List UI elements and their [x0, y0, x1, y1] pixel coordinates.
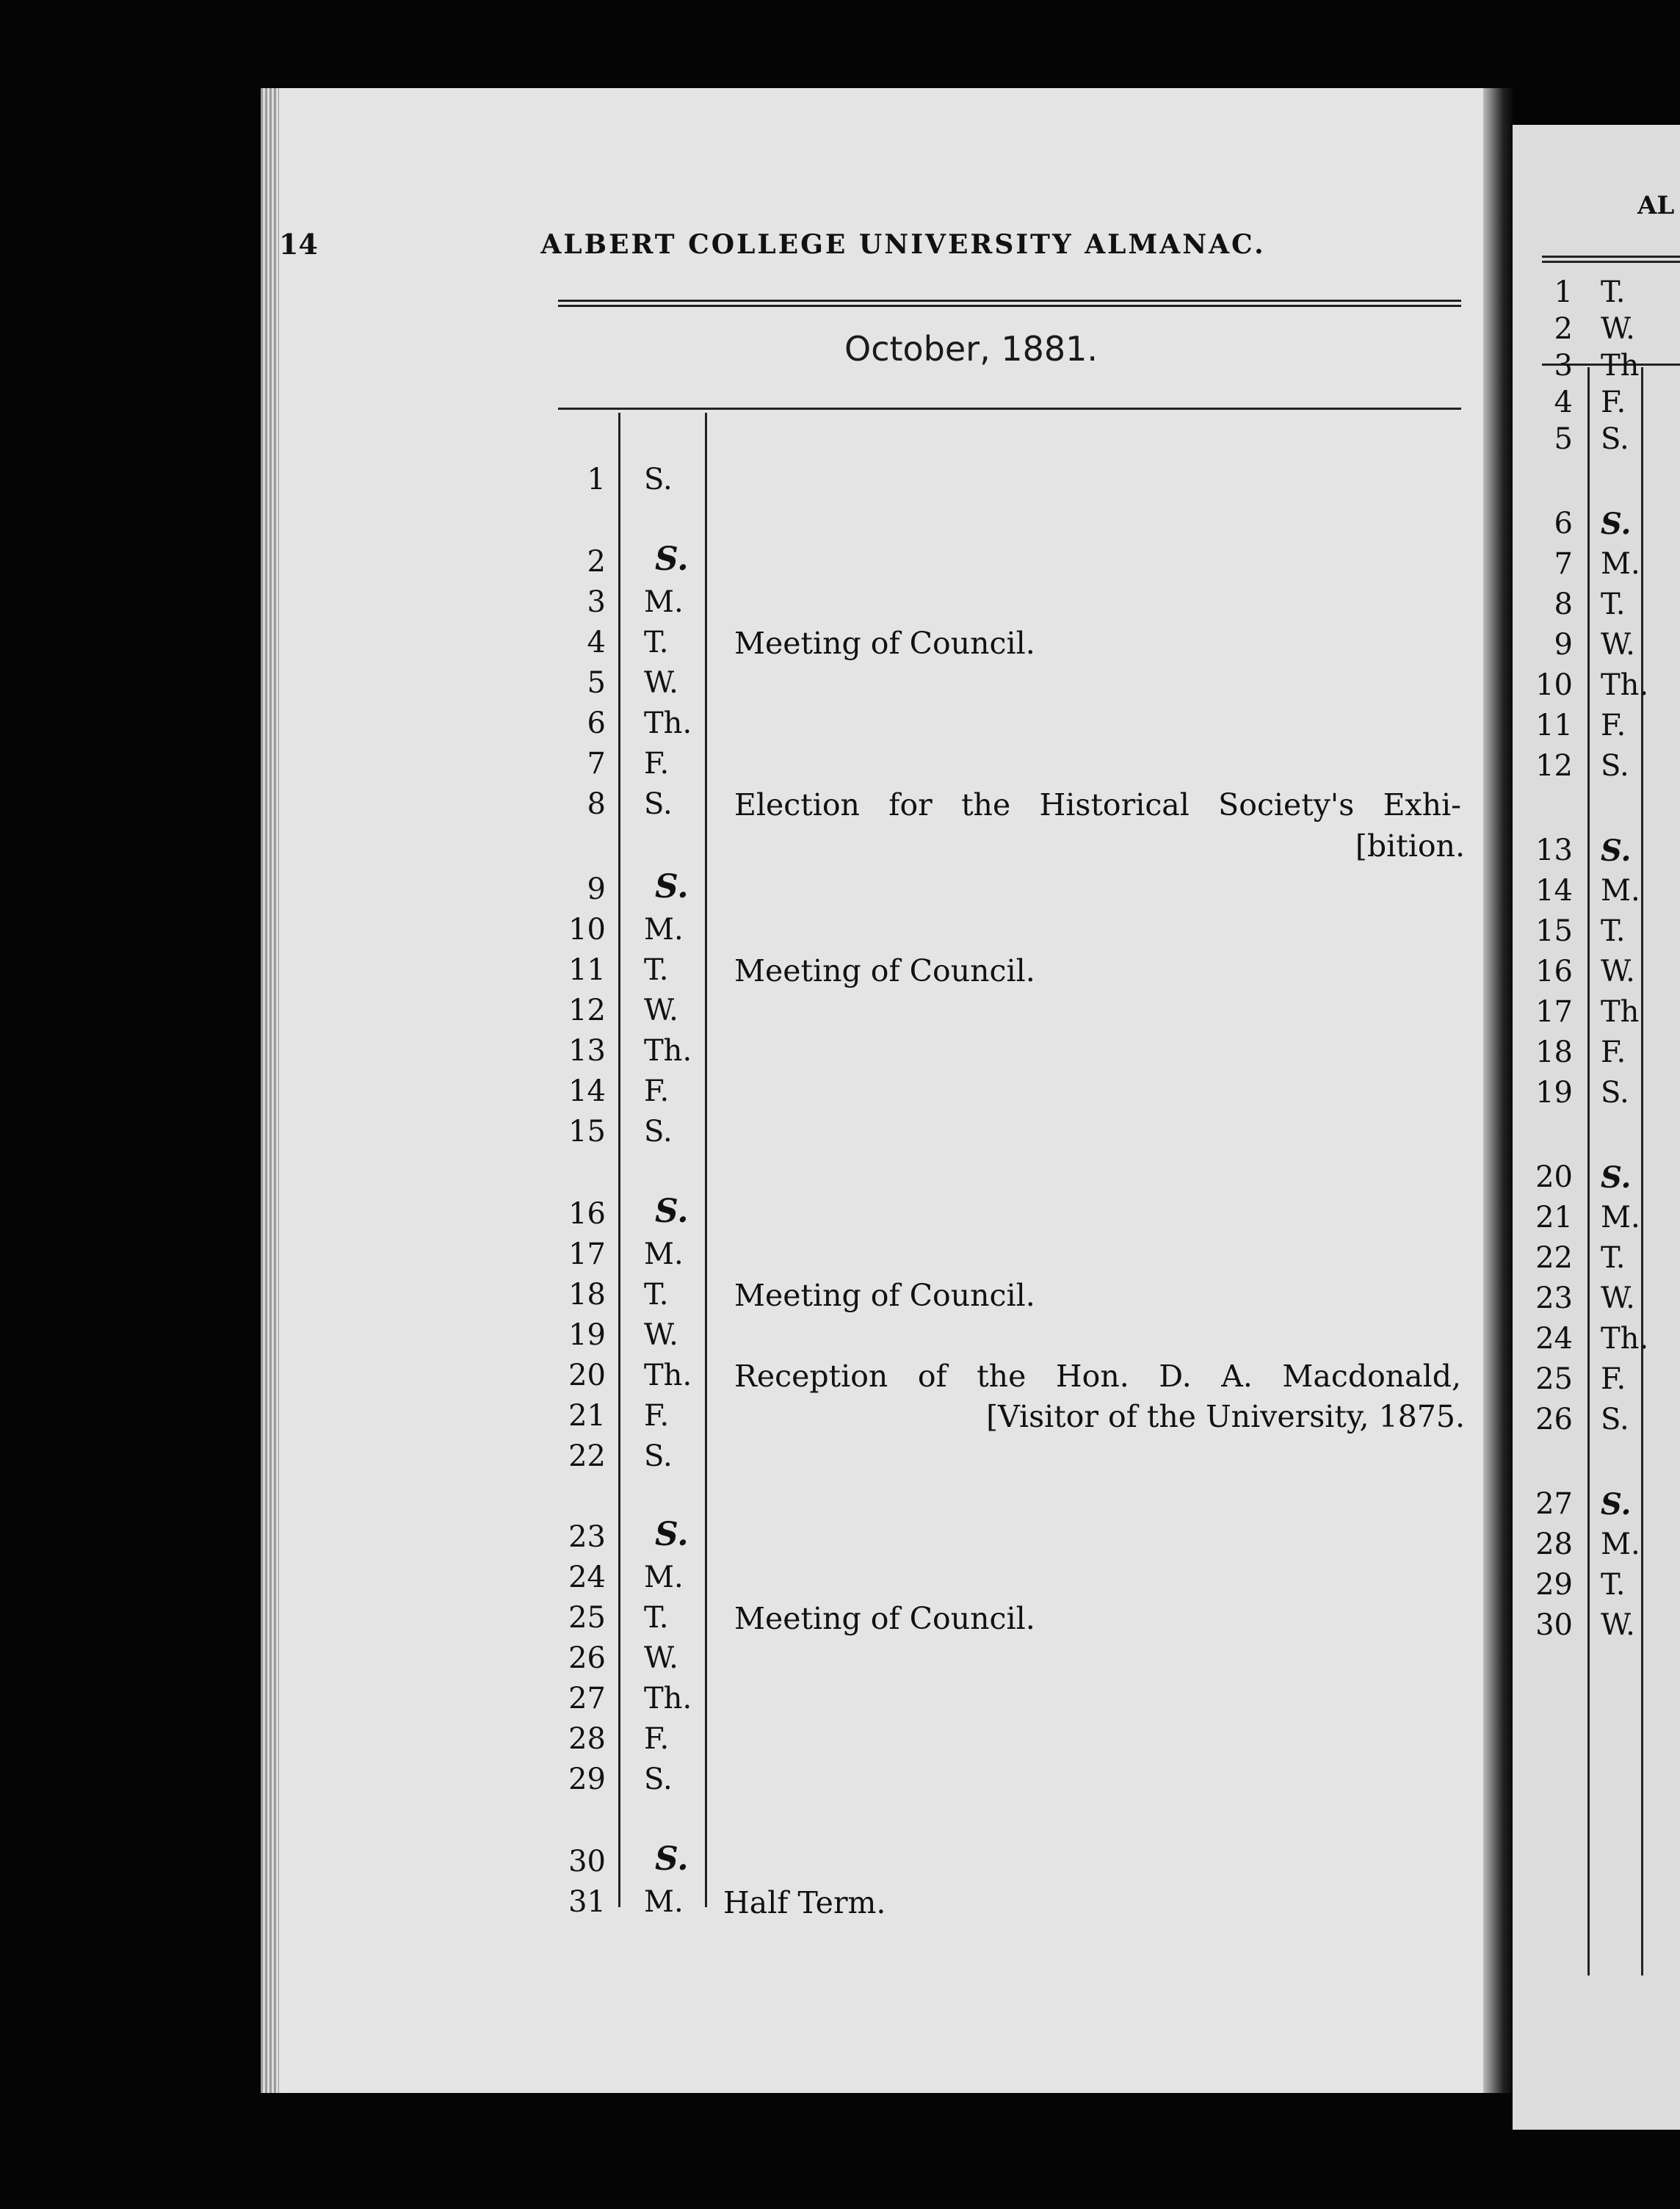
header-double-rule [558, 300, 1461, 307]
day-number: 2 [587, 545, 606, 579]
facing-day-abbreviation: M. [1601, 874, 1640, 908]
day-number: 12 [568, 994, 606, 1027]
day-abbreviation: T. [644, 953, 669, 987]
facing-column-divider [1587, 367, 1590, 1975]
day-number: 30 [568, 1845, 606, 1879]
facing-day-abbreviation: F. [1601, 709, 1626, 742]
facing-day-number: 24 [1535, 1322, 1573, 1356]
facing-day-abbreviation: Th [1601, 995, 1640, 1029]
facing-day-number: 1 [1554, 275, 1573, 309]
day-number: 6 [587, 706, 606, 740]
day-abbreviation: M. [644, 1561, 684, 1594]
facing-column-divider-2 [1641, 367, 1643, 1975]
day-abbreviation: F. [644, 1074, 670, 1108]
day-abbreviation: M. [644, 1237, 684, 1271]
facing-day-abbreviation: S. [1601, 1403, 1629, 1436]
day-number: 5 [587, 666, 606, 700]
facing-page-title: AL [1637, 191, 1675, 220]
facing-day-number: 9 [1554, 628, 1573, 662]
day-abbreviation: T. [644, 1278, 669, 1312]
day-number: 22 [568, 1439, 606, 1473]
book-gutter [1483, 88, 1516, 2093]
day-abbreviation: Th. [644, 1359, 692, 1392]
facing-day-abbreviation: T. [1601, 588, 1626, 621]
facing-sunday-mark: S. [1601, 507, 1632, 541]
day-abbreviation: Th. [644, 706, 692, 740]
facing-day-number: 10 [1535, 668, 1573, 702]
day-number: 28 [568, 1722, 606, 1756]
day-abbreviation: Th. [644, 1034, 692, 1068]
facing-day-abbreviation: Th. [1601, 1322, 1649, 1356]
sunday-mark: S. [655, 1840, 689, 1878]
running-title: ALBERT COLLEGE UNIVERSITY ALMANAC. [540, 229, 1266, 260]
page-number: 14 [279, 228, 318, 261]
facing-day-abbreviation: T. [1601, 1241, 1626, 1275]
column-divider-events [705, 413, 707, 1907]
day-abbreviation: W. [644, 994, 678, 1027]
day-abbreviation: S. [644, 787, 673, 821]
sunday-mark: S. [655, 540, 689, 578]
facing-sunday-mark: S. [1601, 1160, 1632, 1195]
facing-sunday-mark: S. [1601, 1487, 1632, 1522]
day-number: 17 [568, 1237, 606, 1271]
facing-day-abbreviation: S. [1601, 422, 1629, 456]
day-number: 31 [568, 1885, 606, 1919]
day-abbreviation: W. [644, 666, 678, 700]
facing-day-abbreviation: M. [1601, 1201, 1640, 1234]
facing-day-abbreviation: W. [1601, 1281, 1635, 1315]
facing-day-number: 16 [1535, 955, 1573, 988]
facing-day-abbreviation: T. [1601, 914, 1626, 948]
facing-sunday-mark: S. [1601, 834, 1632, 868]
day-number: 14 [568, 1074, 606, 1108]
facing-day-number: 3 [1554, 349, 1573, 383]
facing-day-number: 13 [1535, 834, 1573, 867]
day-number: 8 [587, 787, 606, 821]
day-number: 4 [587, 626, 606, 659]
facing-day-number: 22 [1535, 1241, 1573, 1275]
facing-day-number: 12 [1535, 749, 1573, 783]
facing-day-abbreviation: W. [1601, 1608, 1635, 1642]
facing-day-number: 26 [1535, 1403, 1573, 1436]
facing-day-number: 15 [1535, 914, 1573, 948]
day-abbreviation: M. [644, 585, 684, 619]
event-text: Meeting of Council. [734, 953, 1035, 988]
facing-day-number: 30 [1535, 1608, 1573, 1642]
facing-day-abbreviation: F. [1601, 1362, 1626, 1396]
day-number: 29 [568, 1762, 606, 1796]
facing-day-abbreviation: M. [1601, 1528, 1640, 1561]
facing-day-abbreviation: M. [1601, 547, 1640, 581]
day-number: 19 [568, 1318, 606, 1352]
day-number: 26 [568, 1641, 606, 1675]
month-title: October, 1881. [844, 329, 1098, 369]
facing-header-rule [1542, 256, 1680, 263]
day-number: 24 [568, 1561, 606, 1594]
facing-day-number: 2 [1554, 312, 1573, 346]
table-top-rule [558, 408, 1461, 410]
day-number: 7 [587, 747, 606, 781]
day-number: 3 [587, 585, 606, 619]
day-number: 20 [568, 1359, 606, 1392]
event-continuation: [bition. [1355, 828, 1465, 864]
facing-day-number: 27 [1535, 1487, 1573, 1521]
sunday-mark: S. [655, 1516, 689, 1553]
facing-day-abbreviation: F. [1601, 1035, 1626, 1069]
day-number: 25 [568, 1601, 606, 1635]
facing-day-number: 21 [1535, 1201, 1573, 1234]
day-abbreviation: T. [644, 1601, 669, 1635]
facing-day-abbreviation: S. [1601, 1076, 1629, 1110]
day-abbreviation: M. [644, 913, 684, 947]
facing-day-number: 20 [1535, 1160, 1573, 1194]
day-abbreviation: W. [644, 1318, 678, 1352]
day-number: 15 [568, 1115, 606, 1149]
facing-day-abbreviation: Th. [1601, 668, 1649, 702]
facing-day-abbreviation: W. [1601, 955, 1635, 988]
day-number: 21 [568, 1399, 606, 1433]
facing-day-number: 17 [1535, 995, 1573, 1029]
day-number: 23 [568, 1520, 606, 1554]
day-number: 27 [568, 1682, 606, 1716]
day-abbreviation: S. [644, 1762, 673, 1796]
facing-day-abbreviation: W. [1601, 312, 1635, 346]
day-number: 9 [587, 872, 606, 906]
facing-day-abbreviation: T. [1601, 275, 1626, 309]
column-divider-day [618, 413, 620, 1907]
day-number: 1 [587, 463, 606, 496]
facing-day-abbreviation: W. [1601, 628, 1635, 662]
day-number: 18 [568, 1278, 606, 1312]
day-number: 13 [568, 1034, 606, 1068]
facing-day-number: 6 [1554, 507, 1573, 540]
facing-day-abbreviation: S. [1601, 749, 1629, 783]
day-abbreviation: T. [644, 626, 669, 659]
facing-day-abbreviation: F. [1601, 386, 1626, 419]
facing-day-number: 25 [1535, 1362, 1573, 1396]
facing-day-number: 11 [1535, 709, 1573, 742]
facing-day-number: 5 [1554, 422, 1573, 456]
day-number: 10 [568, 913, 606, 947]
day-abbreviation: S. [644, 1115, 673, 1149]
day-abbreviation: F. [644, 1722, 670, 1756]
facing-day-number: 19 [1535, 1076, 1573, 1110]
day-number: 16 [568, 1197, 606, 1231]
day-abbreviation: F. [644, 747, 670, 781]
event-text: Election for the Historical Society's Exhi- [734, 787, 1461, 822]
facing-day-abbreviation: T. [1601, 1568, 1626, 1602]
facing-day-number: 28 [1535, 1528, 1573, 1561]
facing-day-number: 18 [1535, 1035, 1573, 1069]
facing-day-number: 7 [1554, 547, 1573, 581]
event-text: Meeting of Council. [734, 626, 1035, 661]
facing-day-abbreviation: Th [1601, 349, 1640, 383]
event-text: Meeting of Council. [734, 1278, 1035, 1313]
day-number: 11 [568, 953, 606, 987]
day-abbreviation: M. [644, 1885, 684, 1919]
event-text: Half Term. [723, 1885, 886, 1920]
sunday-mark: S. [655, 1193, 689, 1230]
day-abbreviation: S. [644, 463, 673, 496]
day-abbreviation: S. [644, 1439, 673, 1473]
sunday-mark: S. [655, 868, 689, 905]
facing-page [1513, 125, 1680, 2130]
facing-day-number: 8 [1554, 588, 1573, 621]
facing-day-number: 29 [1535, 1568, 1573, 1602]
facing-day-number: 4 [1554, 386, 1573, 419]
event-text: Reception of the Hon. D. A. Macdonald, [734, 1359, 1461, 1394]
event-continuation: [Visitor of the University, 1875. [986, 1399, 1465, 1434]
day-abbreviation: F. [644, 1399, 670, 1433]
day-abbreviation: W. [644, 1641, 678, 1675]
facing-day-number: 14 [1535, 874, 1573, 908]
facing-day-number: 23 [1535, 1281, 1573, 1315]
event-text: Meeting of Council. [734, 1601, 1035, 1636]
left-page [279, 88, 1483, 2093]
day-abbreviation: Th. [644, 1682, 692, 1716]
